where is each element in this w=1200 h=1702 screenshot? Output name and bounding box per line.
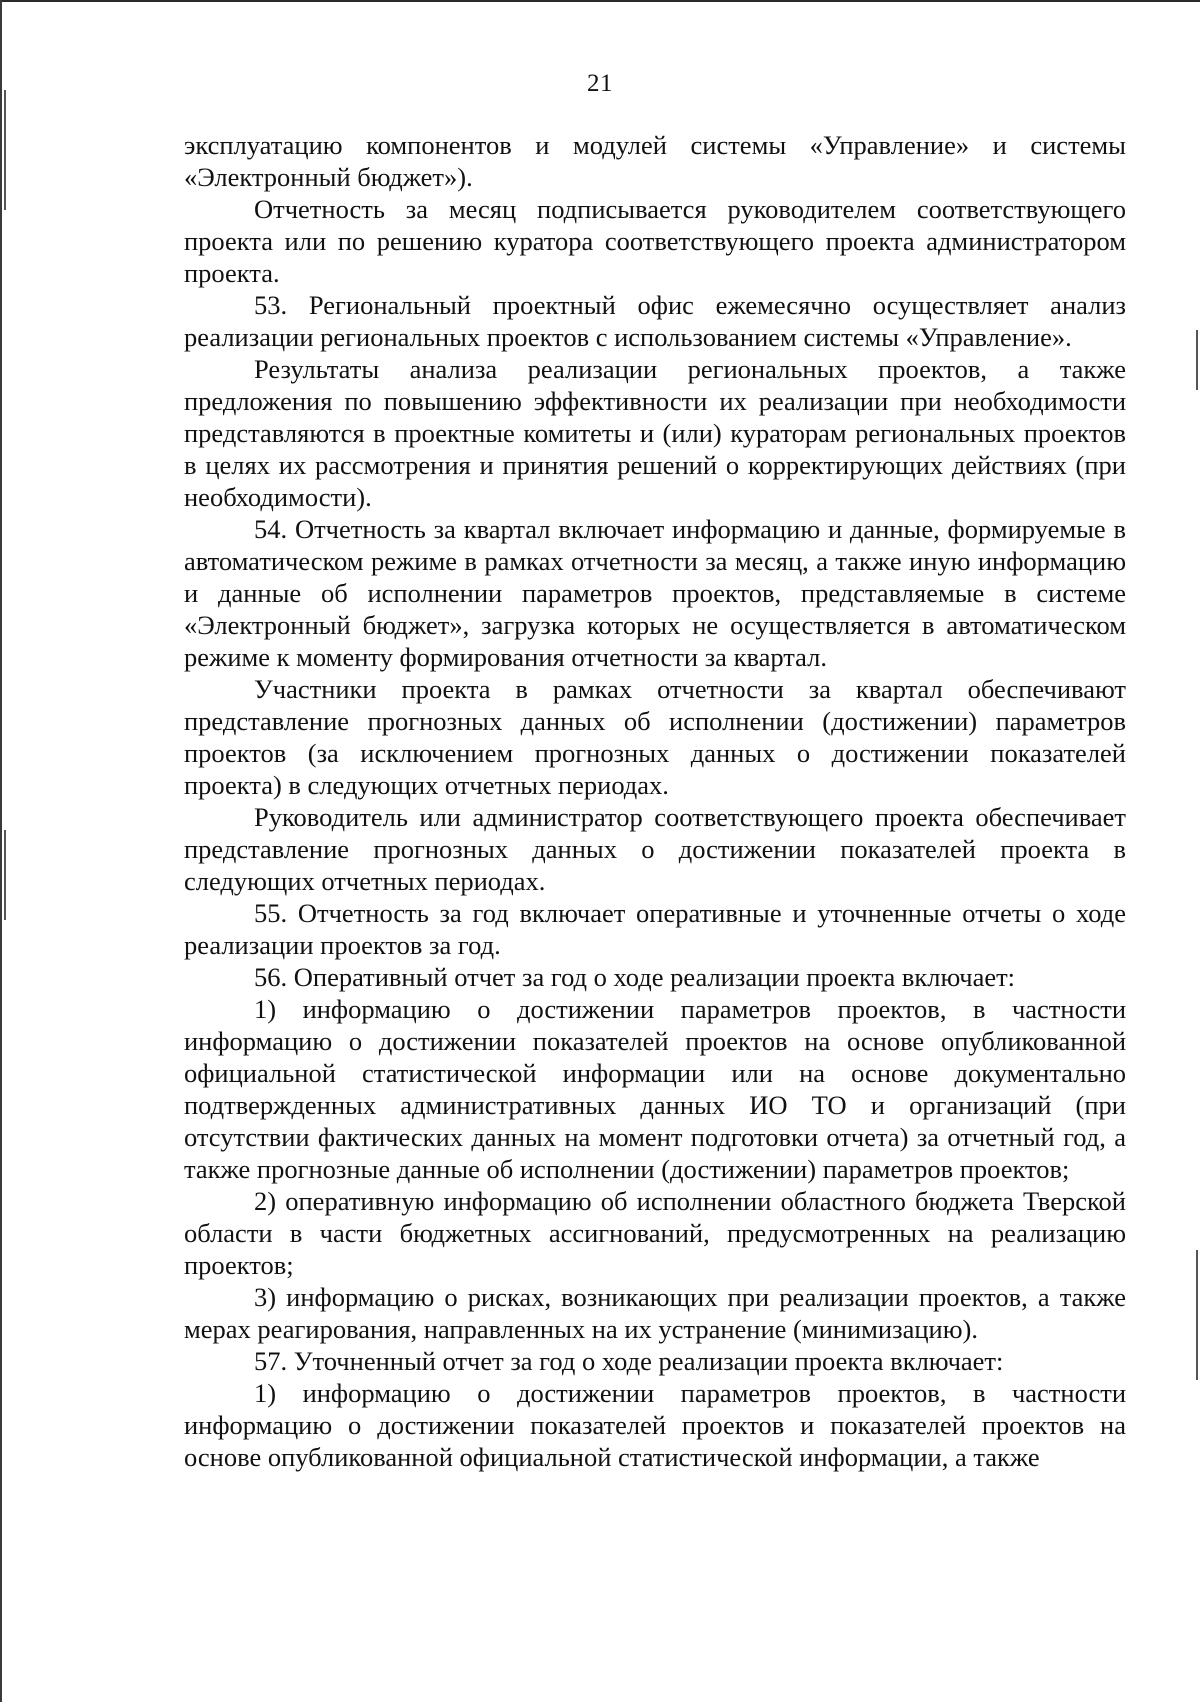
document-body [184, 129, 1126, 1473]
paragraph: 57. Уточненный отчет за год о ходе реализации проекта включает: [254, 1346, 1004, 1376]
paragraph: 1) информацию о достижении параметров проектов, в частности информацию о достижении показателей проектов и показателей проектов на основе опубликованной официальной статистической информации, а также [184, 1378, 1126, 1472]
paragraph: 54. Отчетность за квартал включает информацию и данные, формируемые в автоматическом режиме в рамках отчетности за месяц, а также иную информацию и данные об исполнении параметров проектов, представляемые в системе «Электронный бюджет», загрузка которых не осуществляется в автоматическом режиме к моменту формирования отчетности за квартал. [184, 514, 1126, 672]
scan-mark [1196, 330, 1198, 390]
paragraph: Результаты анализа реализации региональных проектов, а также предложения по повышению эффективности их реализации при необходимости представляются в проектные комитеты и (или) кураторам региональных проектов в целях их рассмотрения и принятия решений о корректирующих действиях (при необходимости). [184, 354, 1126, 512]
scan-edge-left [0, 0, 2, 1702]
paragraph: эксплуатацию компонентов и модулей системы «Управление» и системы «Электронный бюджет»). [184, 130, 1126, 192]
scan-mark [4, 90, 6, 210]
page-number: 21 [587, 70, 613, 97]
scan-mark [1196, 1250, 1198, 1380]
paragraph: Руководитель или администратор соответствующего проекта обеспечивает представление прогнозных данных о достижении показателей проекта в следующих отчетных периодах. [184, 802, 1126, 896]
paragraph: 1) информацию о достижении параметров проектов, в частности информацию о достижении показателей проектов на основе опубликованной официальной статистической информации или на основе документально подтвержденных административных данных ИО ТО и организаций (при отсутствии фактических данных на момент подготовки отчета) за отчетный год, а также прогнозные данные об исполнении (достижении) параметров проектов; [184, 994, 1126, 1184]
paragraph: Участники проекта в рамках отчетности за квартал обеспечивают представление прогнозных данных об исполнении (достижении) параметров проектов (за исключением прогнозных данных о достижении показателей проекта) в следующих отчетных периодах. [184, 674, 1126, 800]
paragraph: 53. Региональный проектный офис ежемесячно осуществляет анализ реализации региональных проектов с использованием системы «Управление». [184, 290, 1126, 352]
paragraph: 3) информацию о рисках, возникающих при реализации проектов, а также мерах реагирования, направленных на их устранение (минимизацию). [184, 1282, 1126, 1344]
paragraph: Отчетность за месяц подписывается руководителем соответствующего проекта или по решению куратора соответствующего проекта администратором проекта. [184, 194, 1126, 288]
scan-edge-top [0, 0, 1200, 2]
paragraph: 2) оперативную информацию об исполнении областного бюджета Тверской области в части бюджетных ассигнований, предусмотренных на реализацию проектов; [184, 1186, 1126, 1280]
paragraph: 55. Отчетность за год включает оперативные и уточненные отчеты о ходе реализации проектов за год. [184, 898, 1126, 960]
paragraph: 56. Оперативный отчет за год о ходе реализации проекта включает: [254, 962, 1016, 992]
scan-mark [4, 830, 6, 920]
